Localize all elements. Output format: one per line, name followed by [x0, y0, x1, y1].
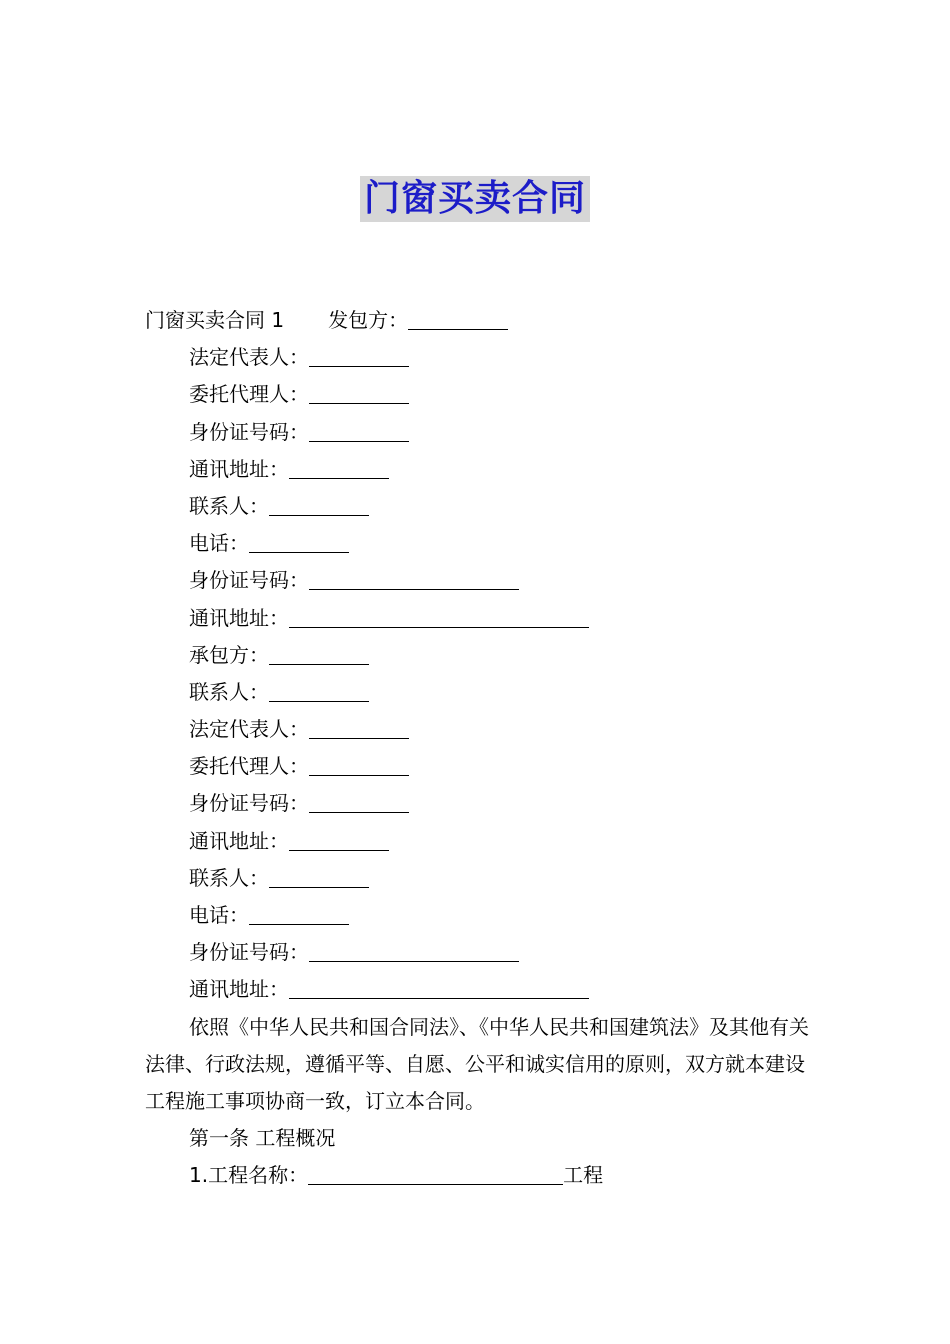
- field-row: [145, 414, 810, 451]
- field-label: 身份证号码：: [189, 419, 309, 444]
- field-row: [145, 637, 810, 674]
- field-row: [145, 451, 810, 488]
- blank-line: [308, 1162, 563, 1185]
- blank-line: [289, 828, 389, 851]
- field-label: 委托代理人：: [189, 382, 309, 407]
- field-row: [145, 748, 810, 785]
- field-label: 联系人：: [189, 679, 269, 704]
- project-name-row: [145, 1157, 810, 1194]
- blank-line: [309, 939, 519, 962]
- document-title: 门窗买卖合同: [360, 176, 590, 222]
- blank-line: [289, 456, 389, 479]
- field-label: 电话：: [189, 903, 249, 927]
- document-title-wrap: [0, 176, 950, 222]
- field-label: 身份证号码：: [189, 568, 309, 593]
- field-row: [145, 488, 810, 525]
- field-row: [145, 785, 810, 822]
- field-row: [145, 674, 810, 711]
- blank-line: [309, 381, 409, 404]
- field-row: [145, 897, 810, 934]
- field-row: [145, 934, 810, 971]
- field-label-employer: 发包方：: [328, 308, 409, 332]
- field-label: 通讯地址：: [189, 977, 289, 1002]
- blank-line: [269, 642, 369, 665]
- field-label: 法定代表人：: [189, 717, 309, 742]
- legal-basis-paragraph: 依照《中华人民共和国合同法》、《中华人民共和国建筑法》及其他有关法律、行政法规，遵循平等、自愿、公平和诚实信用的原则，双方就本建设工程施工事项协商一致，订立本合同。: [145, 1014, 809, 1113]
- field-label: 法定代表人：: [189, 345, 309, 370]
- field-label: 通讯地址：: [189, 456, 289, 481]
- blank-line: [309, 567, 519, 590]
- field-row: [145, 600, 810, 637]
- blank-line: [269, 865, 369, 888]
- blank-line: [309, 419, 409, 442]
- field-label: 通讯地址：: [189, 828, 289, 853]
- article-heading: 第一条 工程概况: [189, 1126, 336, 1151]
- contract-heading: 门窗买卖合同 1: [145, 308, 285, 332]
- document-body: [145, 302, 810, 1195]
- blank-line: [269, 679, 369, 702]
- field-row: [145, 971, 810, 1008]
- heading-line: [145, 302, 810, 339]
- field-label: 委托代理人：: [189, 754, 309, 779]
- blank-line: [289, 605, 589, 628]
- blank-line: [249, 530, 349, 553]
- field-label: 承包方：: [189, 642, 269, 667]
- project-name-suffix: 工程: [563, 1163, 604, 1188]
- blank-line: [309, 790, 409, 813]
- blank-line: [309, 753, 409, 776]
- field-label: 通讯地址：: [189, 605, 289, 630]
- field-label: 身份证号码：: [189, 940, 309, 965]
- blank-line: [408, 307, 508, 330]
- field-label: 联系人：: [189, 865, 269, 890]
- project-name-label: 1.工程名称：: [189, 1163, 309, 1188]
- field-row: [145, 525, 810, 562]
- field-row: [145, 823, 810, 860]
- blank-line: [269, 493, 369, 516]
- field-row: [145, 562, 810, 599]
- blank-line: [289, 976, 589, 999]
- blank-line: [309, 344, 409, 367]
- field-row: [145, 860, 810, 897]
- field-label: 电话：: [189, 531, 249, 556]
- blank-line: [249, 902, 349, 925]
- blank-line: [309, 716, 409, 739]
- field-label: 联系人：: [189, 493, 269, 518]
- field-row: [145, 711, 810, 748]
- field-label: 身份证号码：: [189, 791, 309, 816]
- field-row: [145, 339, 810, 376]
- field-row: [145, 376, 810, 413]
